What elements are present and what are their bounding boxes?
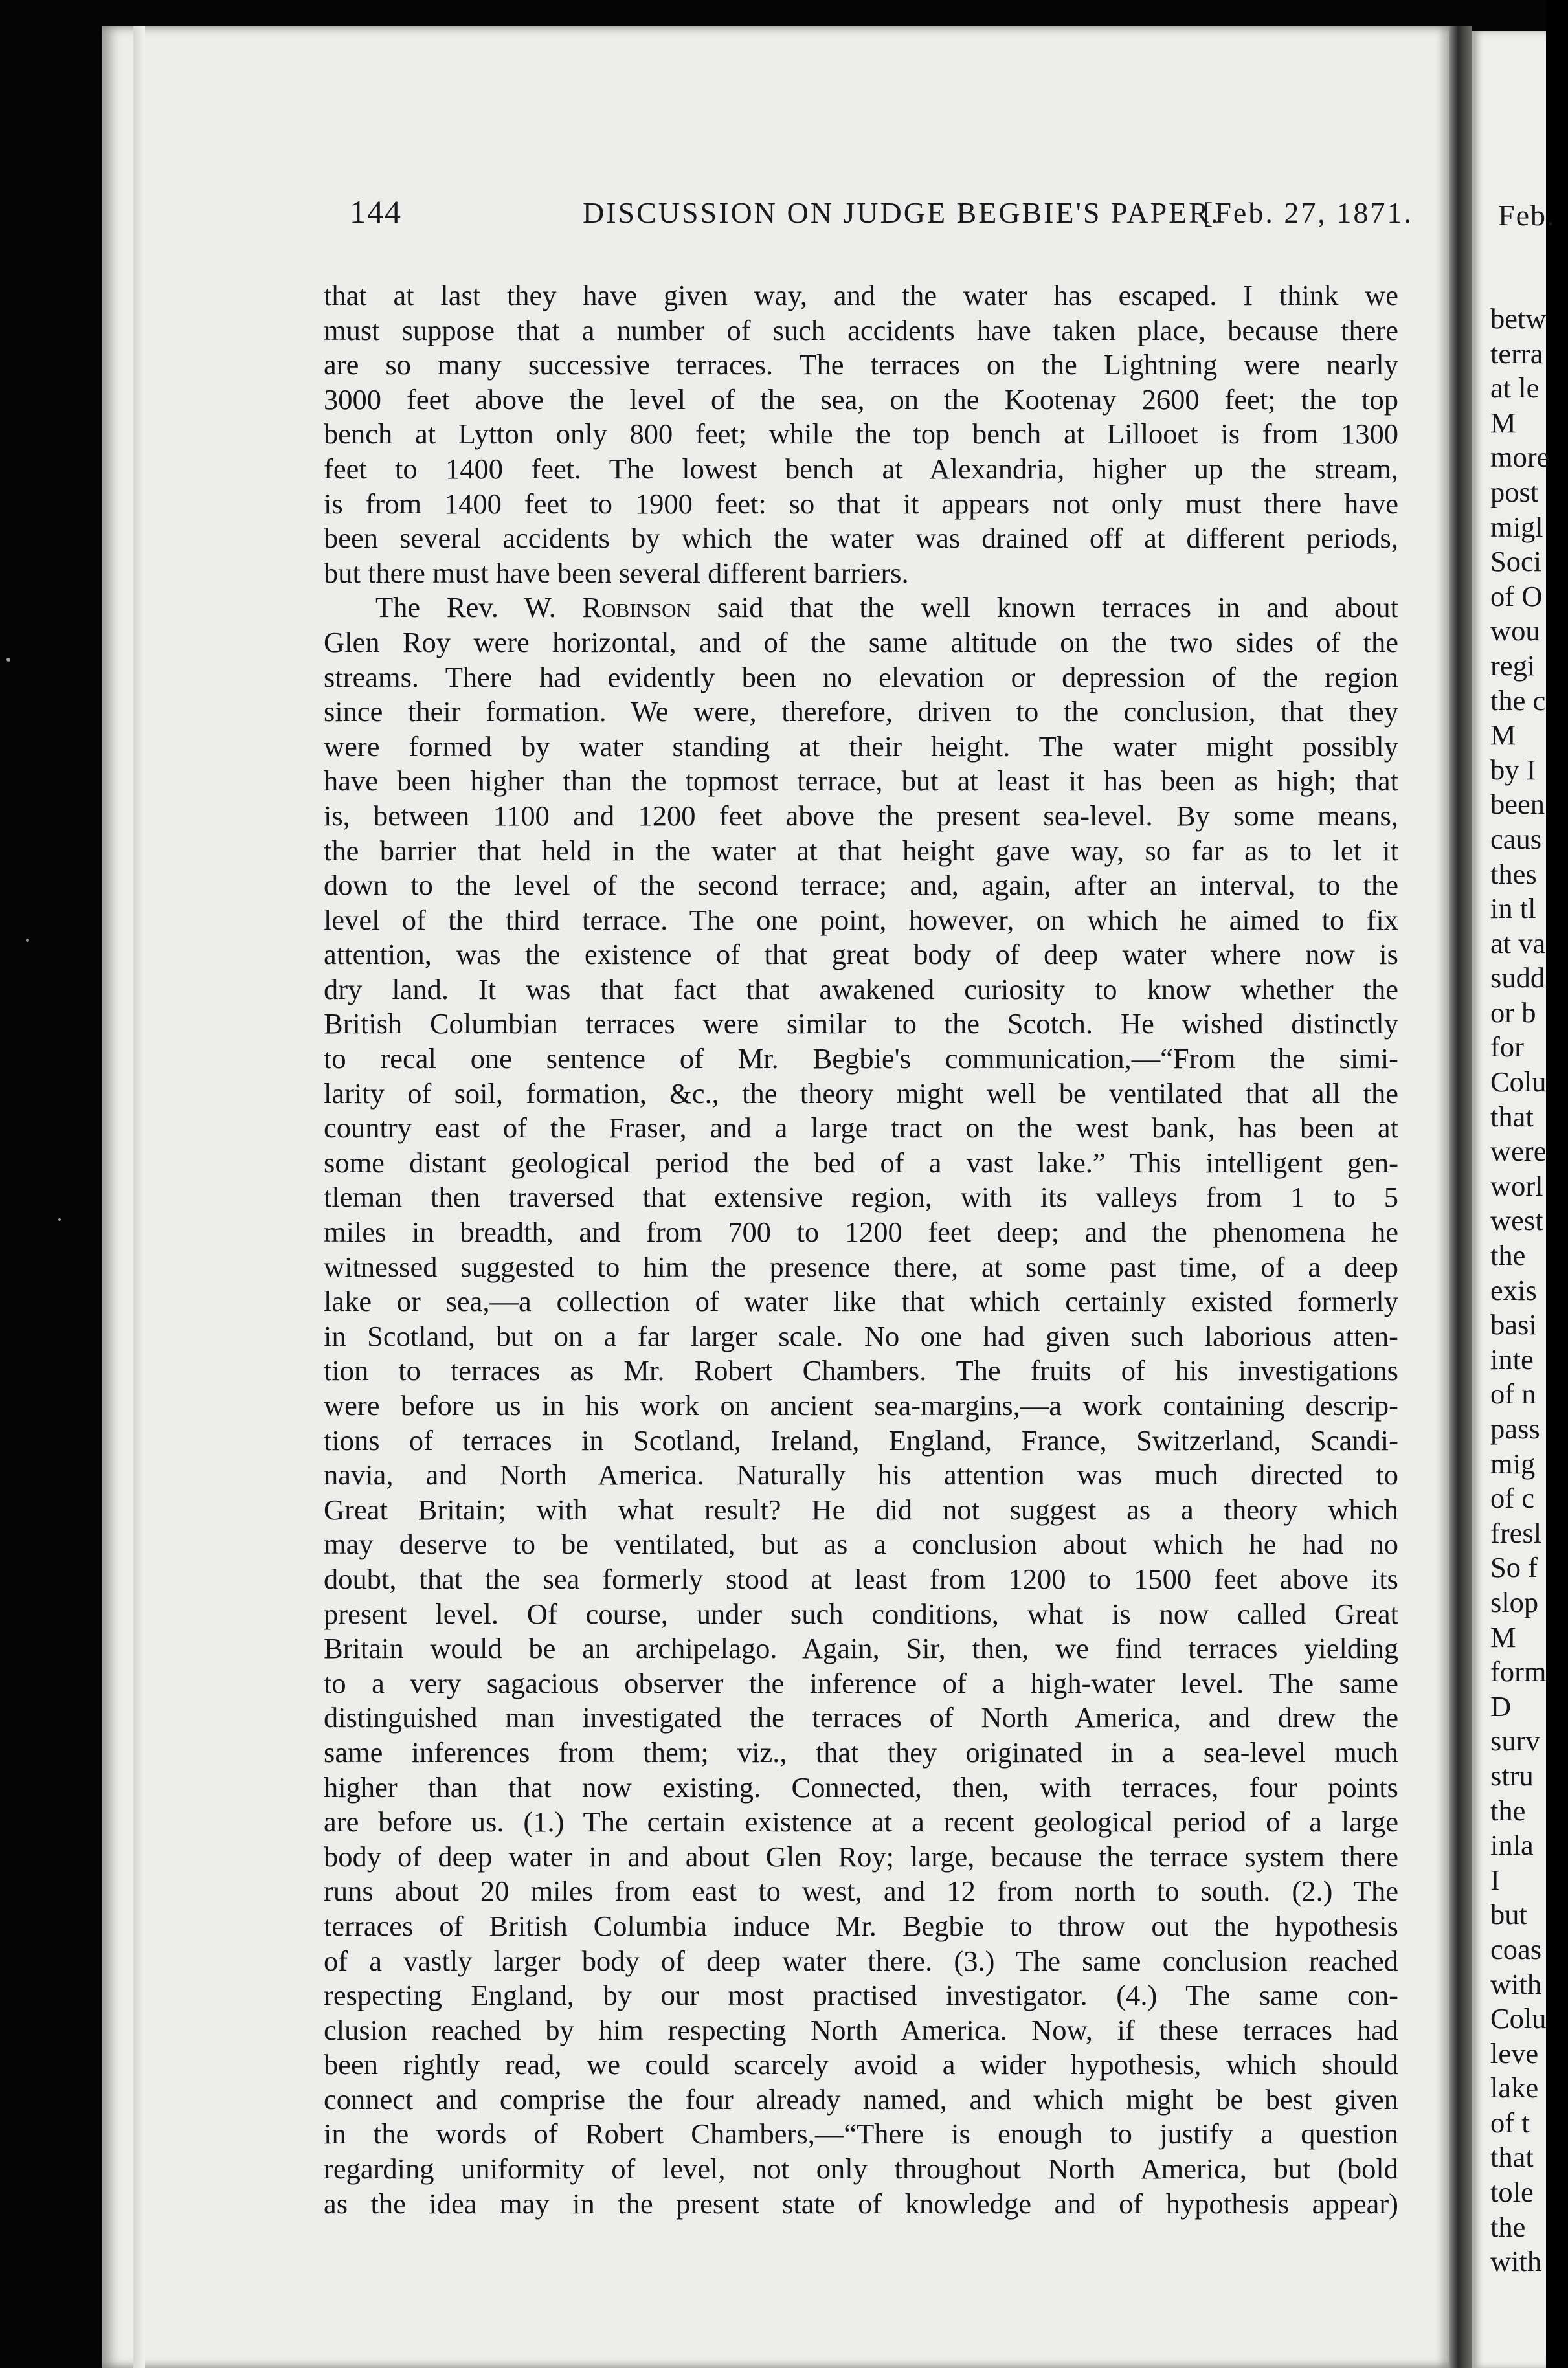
- text-line: in the words of Robert Chambers,—“There is enough to justify a question: [324, 2117, 1398, 2150]
- right-page-line: with: [1490, 2245, 1542, 2278]
- text-line: clusion reached by him respecting North America. Now, if these terraces had: [324, 2013, 1398, 2046]
- right-page-line: been: [1490, 788, 1545, 821]
- text-line: the barrier that held in the water at that height gave way, so far as to let it: [324, 834, 1398, 867]
- text-line: Britain would be an archipelago. Again, Sir, then, we find terraces yielding: [324, 1632, 1398, 1665]
- right-page-line: of O: [1490, 579, 1543, 612]
- text-line: present level. Of course, under such conditions, what is now called Great: [324, 1597, 1398, 1630]
- right-page-line: thes: [1490, 857, 1537, 890]
- right-page: [1472, 31, 1556, 2368]
- right-page-line: post: [1490, 475, 1539, 508]
- right-page-line: migl: [1490, 510, 1543, 543]
- right-page-line: that: [1490, 1100, 1534, 1133]
- text-line: tions of terraces in Scotland, Ireland, England, France, Switzerland, Scandi-: [324, 1424, 1398, 1457]
- right-page-line: D: [1490, 1690, 1512, 1723]
- right-page-line: form: [1490, 1655, 1547, 1688]
- right-page-line: M: [1490, 719, 1516, 752]
- header-title: DISCUSSION ON JUDGE BEGBIE'S PAPER.: [583, 196, 1220, 229]
- text-line: to a very sagacious observer the inference of a high-water level. The same: [324, 1666, 1398, 1699]
- text-line: attention, was the existence of that great body of deep water where now is: [324, 938, 1398, 971]
- text-line: that at last they have given way, and the water has escaped. I think we: [324, 279, 1398, 311]
- text-line: tion to terraces as Mr. Robert Chambers. The fruits of his investigations: [324, 1354, 1398, 1387]
- text-line: same inferences from them; viz., that they originated in a sea-level much: [324, 1736, 1398, 1769]
- text-line: runs about 20 miles from east to west, and 12 from north to south. (2.) The: [324, 1875, 1398, 1908]
- right-page-line: terra: [1490, 337, 1543, 370]
- text-line: are before us. (1.) The certain existence at a recent geological period of a large: [324, 1805, 1398, 1838]
- speaker-name: Robinson: [582, 591, 691, 624]
- text-line: terraces of British Columbia induce Mr. Begbie to throw out the hypothesis: [324, 1909, 1398, 1942]
- text-line: must suppose that a number of such accidents have taken place, because there: [324, 313, 1398, 346]
- right-page-line: Colu: [1490, 2002, 1547, 2035]
- right-page-line: stru: [1490, 1759, 1534, 1792]
- right-page-line: fresl: [1490, 1516, 1542, 1549]
- right-page-line: leve: [1490, 2037, 1539, 2070]
- text-line: miles in breadth, and from 700 to 1200 feet deep; and the phenomena he: [324, 1216, 1398, 1249]
- right-page-line: for: [1490, 1031, 1524, 1064]
- text-line: were formed by water standing at their height. The water might possibly: [324, 730, 1398, 763]
- text-line: been rightly read, we could scarcely avoid a wider hypothesis, which should: [324, 2048, 1398, 2081]
- page-number: 144: [350, 194, 402, 230]
- right-page-line: exis: [1490, 1273, 1537, 1306]
- right-page-line: with: [1490, 1967, 1542, 2000]
- text-line: 3000 feet above the level of the sea, on the Kootenay 2600 feet; the top: [324, 383, 1398, 416]
- right-page-line: of n: [1490, 1378, 1536, 1411]
- scan-speck: [26, 939, 29, 942]
- text-line: were before us in his work on ancient sea-margins,—a work containing descrip-: [324, 1389, 1398, 1422]
- text-line: in Scotland, but on a far larger scale. No one had given such laborious atten-: [324, 1319, 1398, 1352]
- book-gutter: [1449, 26, 1472, 2368]
- scan-speck: [6, 658, 10, 662]
- right-page-line: regi: [1490, 649, 1536, 682]
- text-line: is from 1400 feet to 1900 feet: so that it appears not only must there have: [324, 487, 1398, 520]
- right-page-line: the: [1490, 1239, 1526, 1272]
- right-page-line: the c: [1490, 684, 1546, 717]
- text-line: doubt, that the sea formerly stood at least from 1200 to 1500 feet above its: [324, 1562, 1398, 1595]
- text-line: as the idea may in the present state of knowledge and of hypothesis appear): [324, 2187, 1398, 2220]
- text-line: dry land. It was that fact that awakened curiosity to know whether the: [324, 972, 1398, 1005]
- text-line: lake or sea,—a collection of water like that which certainly existed formerly: [324, 1285, 1398, 1318]
- right-page-line: slop: [1490, 1585, 1539, 1618]
- text-line: bench at Lytton only 800 feet; while the top bench at Lillooet is from 1300: [324, 418, 1398, 451]
- text-line: country east of the Fraser, and a large tract on the west bank, has been at: [324, 1111, 1398, 1145]
- text-line: feet to 1400 feet. The lowest bench at Alexandria, higher up the stream,: [324, 452, 1398, 485]
- right-page-line: that: [1490, 2141, 1534, 2174]
- text-line: regarding uniformity of level, not only throughout North America, but (bold: [324, 2152, 1398, 2185]
- scan-speck: [58, 1218, 61, 1221]
- right-page-line: but: [1490, 1898, 1527, 1931]
- right-page-line: west: [1490, 1204, 1543, 1237]
- text-line: to recal one sentence of Mr. Begbie's communication,—“From the simi-: [324, 1042, 1398, 1075]
- right-page-line: M: [1490, 1620, 1516, 1653]
- text-line: connect and comprise the four already named, and which might be best given: [324, 2083, 1398, 2116]
- right-page-line: the: [1490, 2210, 1526, 2243]
- text-line: distinguished man investigated the terraces of North America, and drew the: [324, 1701, 1398, 1734]
- text-line: British Columbian terraces were similar to the Scotch. He wished distinctly: [324, 1007, 1398, 1040]
- right-page-line: coas: [1490, 1932, 1542, 1965]
- right-page-line: M: [1490, 406, 1516, 439]
- right-page-line: lake: [1490, 2072, 1539, 2105]
- text-line: is, between 1100 and 1200 feet above the present sea-level. By some means,: [324, 799, 1398, 832]
- text-line: respecting England, by our most practised investigator. (4.) The same con-: [324, 1979, 1398, 2012]
- text-line: may deserve to be ventilated, but as a conclusion about which he had no: [324, 1528, 1398, 1561]
- text-line: of a vastly larger body of deep water there. (3.) The same conclusion reached: [324, 1944, 1398, 1977]
- text-line: streams. There had evidently been no elevation or depression of the region: [324, 660, 1398, 693]
- right-page-line: Colu: [1490, 1066, 1547, 1099]
- right-page-header: Feb.: [1498, 199, 1556, 232]
- text-line: tleman then traversed that extensive region, with its valleys from 1 to 5: [324, 1181, 1398, 1214]
- right-page-line: more: [1490, 441, 1550, 474]
- text-line: since their formation. We were, therefore, driven to the conclusion, that they: [324, 695, 1398, 728]
- right-page-line: pass: [1490, 1413, 1540, 1445]
- text-line: Glen Roy were horizontal, and of the same altitude on the two sides of the: [324, 625, 1398, 658]
- text-line: The Rev. W. Robinson said that the well known terraces in and about: [375, 591, 1398, 624]
- right-page-line: basi: [1490, 1308, 1537, 1341]
- text-line: down to the level of the second terrace; and, again, after an interval, to the: [324, 869, 1398, 902]
- text-line: body of deep water in and about Glen Roy; large, because the terrace system there: [324, 1840, 1398, 1873]
- text-line: are so many successive terraces. The terraces on the Lightning were nearly: [324, 348, 1398, 381]
- text-line: higher than that now existing. Connected, then, with terraces, four points: [324, 1770, 1398, 1804]
- right-page-line: inla: [1490, 1829, 1534, 1862]
- text-line: larity of soil, formation, &c., the theory might well be ventilated that all the: [324, 1077, 1398, 1110]
- right-page-line: at le: [1490, 372, 1540, 405]
- right-page-line: worl: [1490, 1169, 1543, 1202]
- body-text: [324, 278, 1398, 2221]
- right-page-line: at va: [1490, 926, 1546, 959]
- text-line: witnessed suggested to him the presence there, at some past time, of a deep: [324, 1250, 1398, 1283]
- right-page-line: I: [1490, 1863, 1500, 1896]
- right-page-line: caus: [1490, 822, 1542, 855]
- right-page-line: tole: [1490, 2176, 1534, 2209]
- right-page-line: or b: [1490, 996, 1536, 1029]
- right-page-line: surv: [1490, 1725, 1540, 1758]
- text-line: some distant geological period the bed of a vast lake.” This intelligent gen-: [324, 1146, 1398, 1179]
- right-page-line: betw: [1490, 302, 1547, 335]
- right-page-line: were: [1490, 1135, 1547, 1168]
- header-date: [Feb. 27, 1871.: [1203, 196, 1413, 229]
- right-page-line: sudd: [1490, 961, 1545, 994]
- text-line: have been higher than the topmost terrace, but at least it has been as high; that: [324, 765, 1398, 798]
- right-page-line: of c: [1490, 1482, 1534, 1515]
- text-line: level of the third terrace. The one point, however, on which he aimed to fix: [324, 903, 1398, 936]
- right-page-line: of t: [1490, 2106, 1530, 2139]
- right-page-line: in tl: [1490, 892, 1536, 925]
- text-line: but there must have been several different barriers.: [324, 556, 909, 589]
- text-line: navia, and North America. Naturally his attention was much directed to: [324, 1458, 1398, 1491]
- right-page-line: the: [1490, 1794, 1526, 1827]
- right-page-line: wou: [1490, 614, 1540, 647]
- right-page-line: inte: [1490, 1343, 1534, 1376]
- right-page-line: Soci: [1490, 545, 1542, 578]
- right-page-line: mig: [1490, 1447, 1536, 1480]
- right-page-line: by I: [1490, 753, 1536, 786]
- text-line: been several accidents by which the water was drained off at different periods,: [324, 522, 1398, 555]
- text-line: Great Britain; with what result? He did not suggest as a theory which: [324, 1493, 1398, 1526]
- running-header: [0, 193, 1424, 245]
- right-page-line: So f: [1490, 1551, 1538, 1584]
- right-page-text: [1490, 302, 1568, 2279]
